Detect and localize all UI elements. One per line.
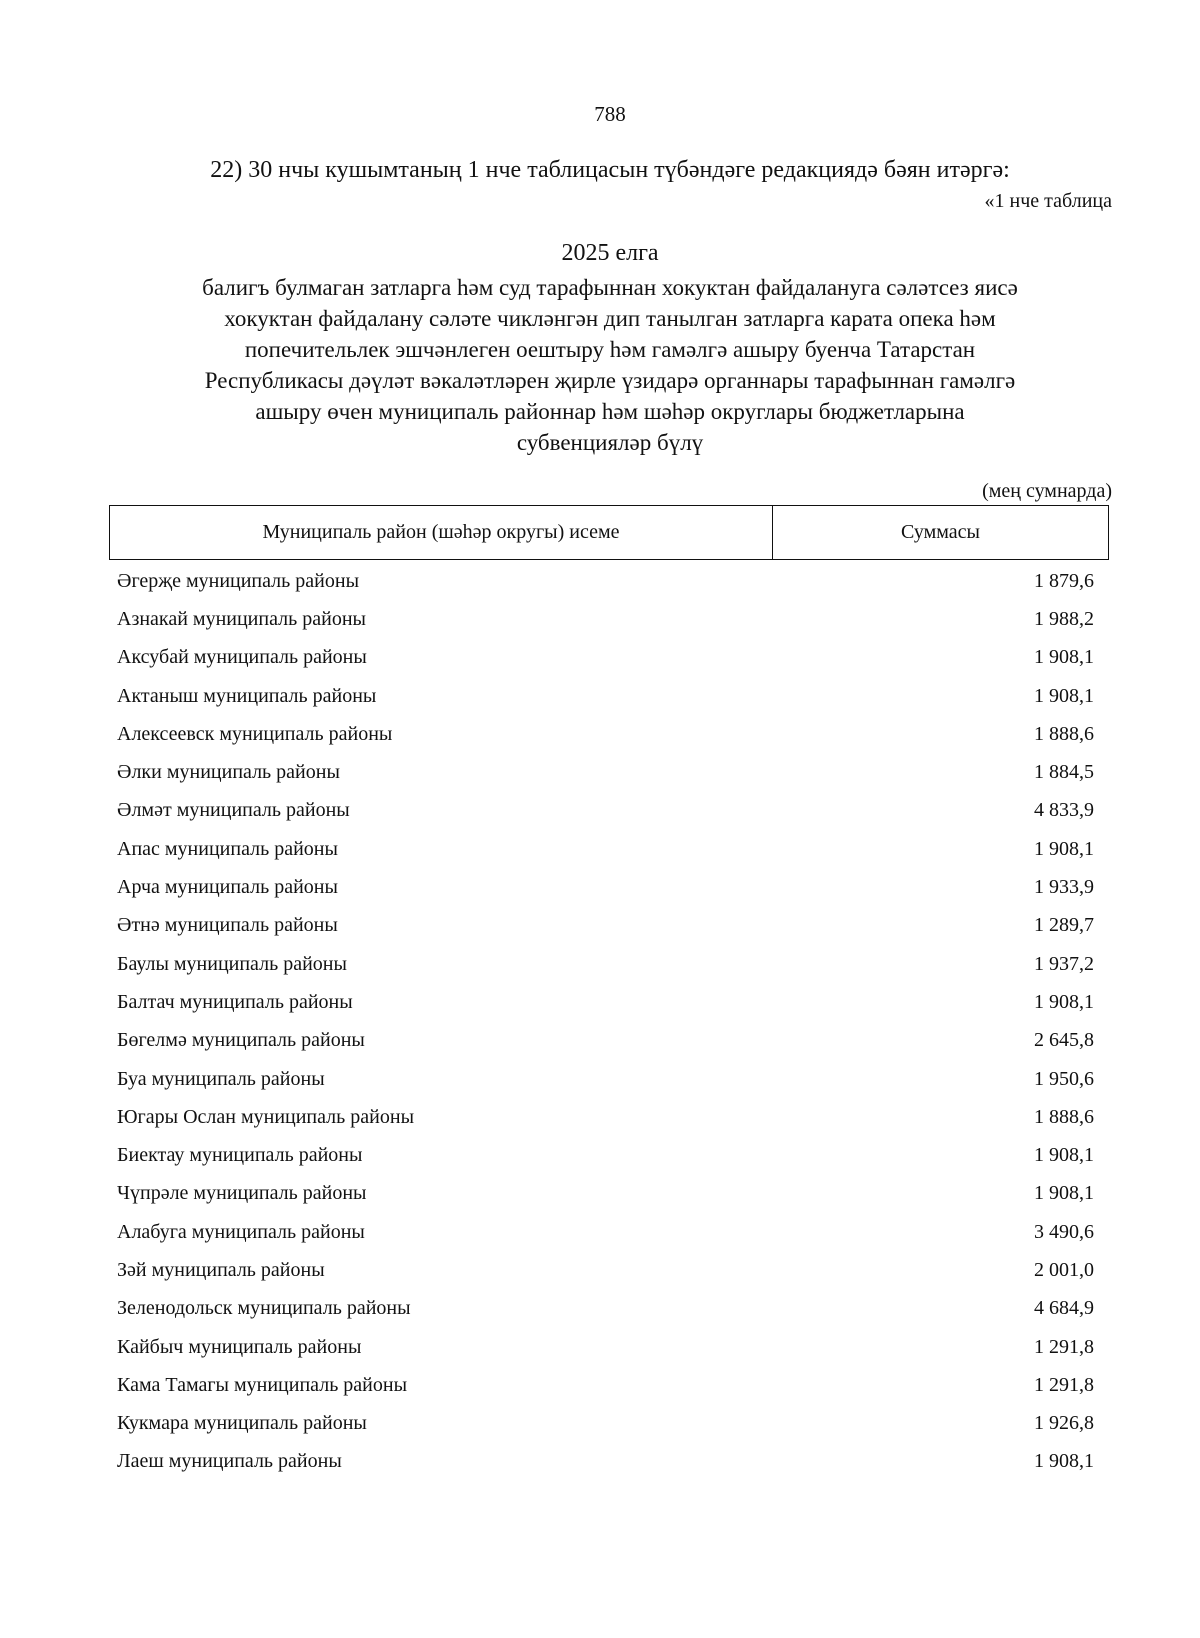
heading-line: субвенцияләр бүлү xyxy=(516,430,704,455)
table-row xyxy=(117,1213,1094,1251)
subvention-amount: 1 291,8 xyxy=(1034,1335,1094,1358)
subvention-amount: 1 908,1 xyxy=(1034,1144,1094,1167)
table-row xyxy=(117,1443,1094,1481)
table-row xyxy=(117,753,1094,791)
subvention-amount: 4 684,9 xyxy=(1034,1297,1094,1320)
table-row xyxy=(117,562,1094,600)
subvention-amount: 1 933,9 xyxy=(1034,876,1094,899)
district-name: Балтач муниципаль районы xyxy=(117,990,353,1013)
table-row xyxy=(117,1098,1094,1136)
table-row xyxy=(117,715,1094,753)
table-row xyxy=(117,639,1094,677)
subvention-amount: 1 879,6 xyxy=(1034,569,1094,592)
table-row xyxy=(117,1175,1094,1213)
subvention-amount: 1 950,6 xyxy=(1034,1067,1094,1090)
table-row xyxy=(117,677,1094,715)
subvention-amount: 1 908,1 xyxy=(1034,990,1094,1013)
table-row xyxy=(117,830,1094,868)
subvention-amount: 1 926,8 xyxy=(1034,1412,1094,1435)
table-row xyxy=(117,1366,1094,1404)
table-row xyxy=(117,983,1094,1021)
district-name: Буа муниципаль районы xyxy=(117,1067,325,1090)
table-heading xyxy=(110,272,1110,458)
subvention-amount: 1 908,1 xyxy=(1034,837,1094,860)
subvention-amount: 1 289,7 xyxy=(1034,914,1094,937)
district-name: Югары Ослан муниципаль районы xyxy=(117,1105,415,1128)
district-name: Баулы муниципаль районы xyxy=(117,952,347,975)
table-row xyxy=(117,1328,1094,1366)
district-name: Аксубай муниципаль районы xyxy=(117,646,367,669)
table-row xyxy=(117,792,1094,830)
heading-line: хокуктан файдалану сәләте чикләнгән дип танылган затларга карата опека һәм xyxy=(224,306,996,331)
district-name: Бөгелмә муниципаль районы xyxy=(117,1029,365,1052)
district-name: Әлки муниципаль районы xyxy=(117,761,340,784)
heading-line: балигъ булмаган затларга һәм суд тарафыннан хокуктан файдалануга сәләтсез яисә xyxy=(202,275,1018,300)
subvention-amount: 1 291,8 xyxy=(1034,1373,1094,1396)
subvention-amount: 1 908,1 xyxy=(1034,646,1094,669)
heading-line: Республикасы дәүләт вәкаләтләрен җирле үзидарә органнары тарафыннан гамәлгә xyxy=(204,368,1016,393)
subvention-amount: 1 908,1 xyxy=(1034,1450,1094,1473)
subvention-amount: 1 888,6 xyxy=(1034,722,1094,745)
subvention-amount: 2 645,8 xyxy=(1034,1029,1094,1052)
district-name: Зеленодольск муниципаль районы xyxy=(117,1297,411,1320)
column-header-name: Муниципаль район (шәһәр округы) исеме xyxy=(110,506,773,559)
district-name: Әтнә муниципаль районы xyxy=(117,914,338,937)
district-name: Лаеш муниципаль районы xyxy=(117,1450,342,1473)
district-name: Алабуга муниципаль районы xyxy=(117,1220,365,1243)
district-name: Арча муниципаль районы xyxy=(117,876,338,899)
subvention-amount: 4 833,9 xyxy=(1034,799,1094,822)
table-header xyxy=(109,505,1109,560)
heading-line: попечительлек эшчәнлеген оештыру һәм гамәлгә ашыру буенча Татарстан xyxy=(244,337,976,362)
district-name: Кама Тамагы муниципаль районы xyxy=(117,1373,408,1396)
subvention-amount: 2 001,0 xyxy=(1034,1258,1094,1281)
heading-line: ашыру өчен муниципаль районнар һәм шәһәр округлары бюджетларына xyxy=(255,399,965,424)
table-row xyxy=(117,1022,1094,1060)
page-number: 788 xyxy=(594,102,626,126)
district-name: Әгерҗе муниципаль районы xyxy=(117,569,360,592)
column-header-amount: Суммасы xyxy=(901,521,980,543)
table-row xyxy=(117,945,1094,983)
district-name: Әлмәт муниципаль районы xyxy=(117,799,350,822)
table-body xyxy=(117,562,1094,1481)
subvention-amount: 1 884,5 xyxy=(1034,761,1094,784)
year-line: 2025 елга xyxy=(561,240,659,266)
amendment-instruction: 22) 30 нчы кушымтаның 1 нче таблицасын түбәндәге редакциядә бәян итәргә: xyxy=(210,157,1010,183)
district-name: Алексеевск муниципаль районы xyxy=(117,722,393,745)
table-row xyxy=(117,868,1094,906)
subvention-amount: 3 490,6 xyxy=(1034,1220,1094,1243)
table-row xyxy=(117,1251,1094,1289)
table-row xyxy=(117,1136,1094,1174)
subvention-amount: 1 908,1 xyxy=(1034,1182,1094,1205)
table-row xyxy=(117,1060,1094,1098)
district-name: Зәй муниципаль районы xyxy=(117,1258,325,1281)
district-name: Кайбыч муниципаль районы xyxy=(117,1335,362,1358)
district-name: Чүпрәле муниципаль районы xyxy=(117,1182,367,1205)
table-row xyxy=(117,907,1094,945)
subvention-amount: 1 888,6 xyxy=(1034,1105,1094,1128)
district-name: Азнакай муниципаль районы xyxy=(117,607,366,630)
table-row xyxy=(117,600,1094,638)
table-row xyxy=(117,1405,1094,1443)
district-name: Кукмара муниципаль районы xyxy=(117,1412,367,1435)
subvention-amount: 1 988,2 xyxy=(1034,607,1094,630)
district-name: Апас муниципаль районы xyxy=(117,837,338,860)
table-reference: «1 нче таблица xyxy=(984,190,1112,212)
units-note: (мең сумнарда) xyxy=(982,480,1112,502)
table-row xyxy=(117,1290,1094,1328)
subvention-amount: 1 937,2 xyxy=(1034,952,1094,975)
district-name: Биектау муниципаль районы xyxy=(117,1144,363,1167)
district-name: Актаныш муниципаль районы xyxy=(117,684,377,707)
subvention-amount: 1 908,1 xyxy=(1034,684,1094,707)
